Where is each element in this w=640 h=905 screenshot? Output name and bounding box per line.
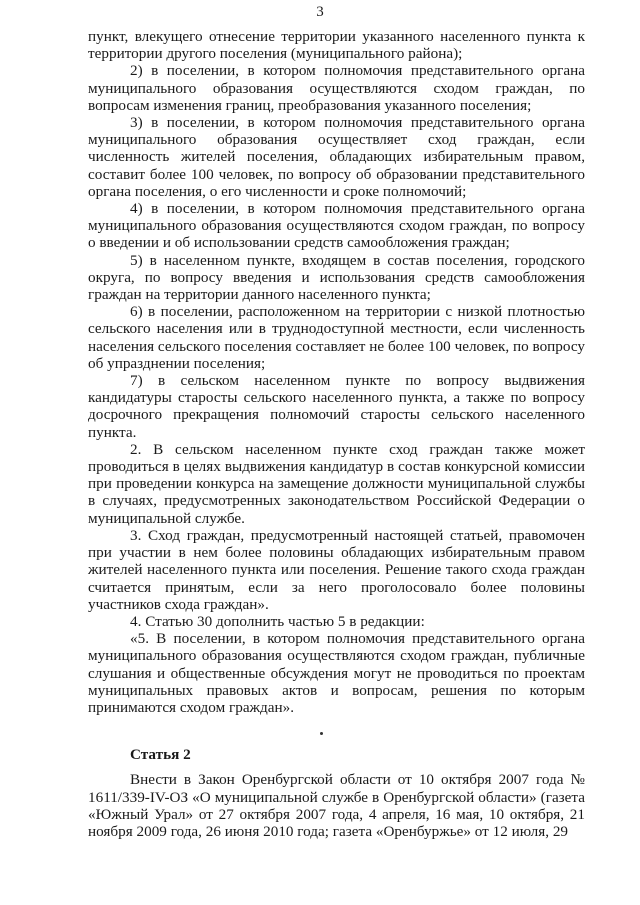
clause-4: 4. Статью 30 дополнить частью 5 в редакции: (130, 612, 425, 630)
paragraph-continuation: пункт, влекущего отнесение территории указанного населенного пункта к территории другого поселения (муниципального района); (88, 28, 585, 63)
scan-speck (320, 732, 323, 735)
list-item-5: 5) в населенном пункте, входящем в состав поселения, городского округа, по вопросу введения и использования средств самообложения граждан на территории данного населенного пункта; (88, 251, 585, 304)
list-item-6: 6) в поселении, расположенном на территории с низкой плотностью сельского населения или в труднодоступной местности, если численность населения сельского поселения составляет не более 100 человек, по вопросу об упразднении поселения; (88, 303, 585, 372)
document-body (88, 28, 585, 840)
article-heading: Статья 2 (130, 746, 191, 764)
page-number: 3 (316, 4, 324, 20)
list-item-4: 4) в поселении, в котором полномочия представительного органа муниципального образования осуществляются сходом граждан, по вопросу о введении и об использовании средств самообложения граждан; (88, 200, 585, 252)
article-text: Внести в Закон Оренбургской области от 10 октября 2007 года № 1611/339-IV-ОЗ «О муниципальной службе в Оренбургской области» (газета «Южный Урал» от 27 октября 2007 года, 4 апреля, 16 мая, 10 октября, 21 ноября 2009 года, 26 июня 2010 года; газета «Оренбуржье» от 12 июля, 29 (88, 771, 585, 840)
clause-3: 3. Сход граждан, предусмотренный настоящей статьей, правомочен при участии в нем более половины обладающих избирательным правом жителей населенного пункта или поселения. Решение такого схода граждан считается принятым, если за него проголосовало более половины участников схода граждан». (88, 526, 585, 613)
clause-2: 2. В сельском населенном пункте сход граждан также может проводиться в целях выдвижения кандидатур в состав конкурсной комиссии при проведении конкурса на замещение должности муниципальной службы в случаях, предусмотренных законодательством Российской Федерации о муниципальной службе. (88, 440, 585, 527)
list-item-3: 3) в поселении, в котором полномочия представительного органа муниципального образования осуществляет сход граждан, если численность жителей поселения, обладающих избирательным правом, составит более 100 человек, по вопросу об образовании представительного органа поселения, о его численности и сроке полномочий; (88, 114, 585, 200)
list-item-2: 2) в поселении, в котором полномочия представительного органа муниципального образования осуществляются сходом граждан, по вопросам изменения границ, преобразования указанного поселения; (88, 62, 585, 114)
list-item-7: 7) в сельском населенном пункте по вопросу выдвижения кандидатуры старосты сельского населенного пункта, а также по вопросу досрочного прекращения полномочий старосты сельского населенного пункта. (88, 372, 585, 441)
clause-5-quote: «5. В поселении, в котором полномочия представительного органа муниципального образования осуществляются сходом граждан, публичные слушания и общественные обсуждения могут не проводиться по проектам муниципальных правовых актов и вопросам, решения по которым принимаются сходом граждан». (88, 630, 585, 716)
